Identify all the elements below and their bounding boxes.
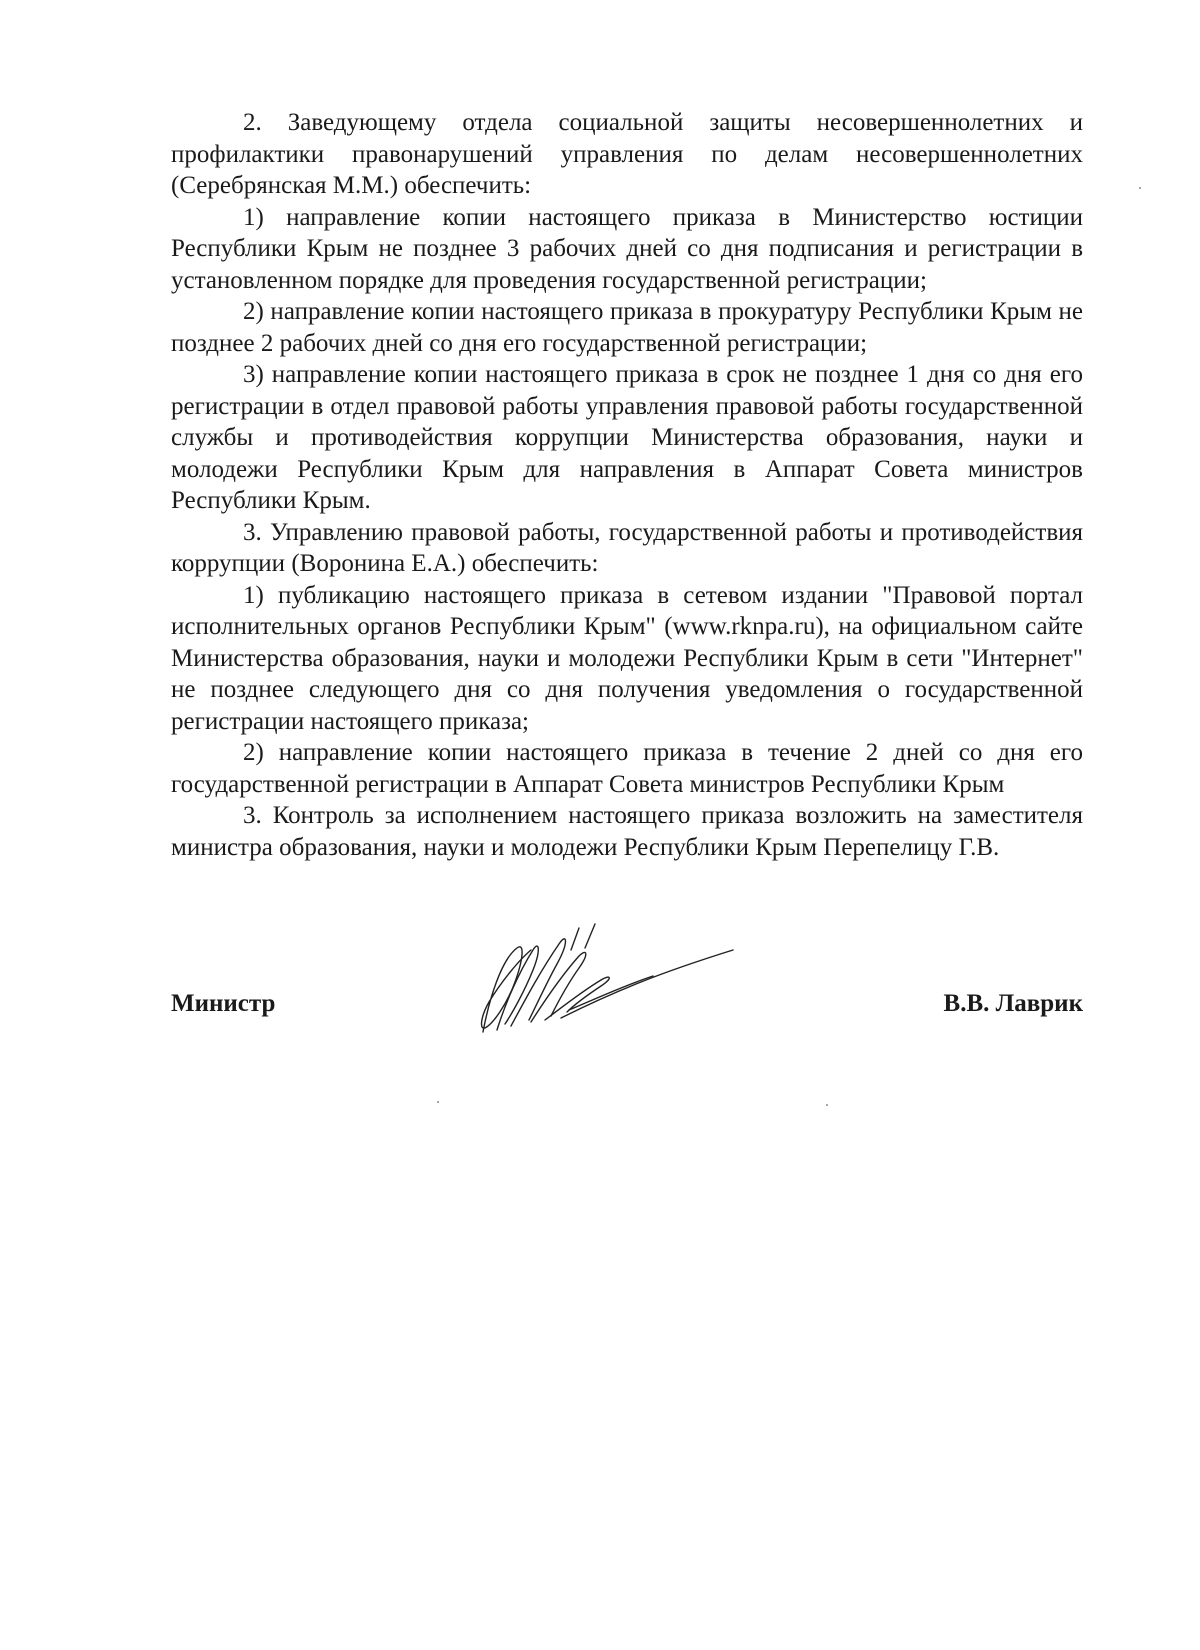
signatory-name: В.В. Лаврик — [943, 990, 1083, 1017]
signatory-title: Министр — [171, 990, 276, 1017]
scan-speck — [1139, 187, 1141, 189]
scan-speck — [437, 1101, 439, 1103]
subitem-3-2: 2) направление копии настоящего приказа в течение 2 дней со дня его государственной регистрации в Аппарат Совета министров Республики Крым — [171, 739, 1083, 798]
subitem-2-2: 2) направление копии настоящего приказа в прокуратуру Республики Крым не позднее 2 рабочих дней со дня его государственной регистрации; — [171, 298, 1083, 357]
paragraph-item-2: 2. Заведующему отдела социальной защиты несовершеннолетних и профилактики правонарушений управления по делам несовершеннолетних (Серебрянская М.М.) обеспечить: — [171, 109, 1083, 199]
subitem-3-1: 1) публикацию настоящего приказа в сетевом издании "Правовой портал исполнительных органов Республики Крым" (www.rknpa.ru), на официальном сайте Министерства образования, науки и молодежи Республики Крым в сети "Интернет" не позднее следующего дня со дня получения уведомления о государственной регистрации настоящего приказа; — [171, 581, 1083, 735]
handwritten-signature — [471, 920, 741, 1040]
paragraph-control: 3. Контроль за исполнением настоящего приказа возложить на заместителя министра образования, науки и молодежи Республики Крым Перепелицу Г.В. — [171, 802, 1083, 861]
scan-speck — [826, 1104, 828, 1106]
signature-block — [171, 920, 1083, 1040]
paragraph-item-3: 3. Управлению правовой работы, государственной работы и противодействия коррупции (Воронина Е.А.) обеспечить: — [171, 518, 1083, 577]
document-body — [171, 107, 1083, 863]
subitem-2-3: 3) направление копии настоящего приказа в срок не позднее 1 дня со дня его регистрации в отдел правовой работы управления правовой работы государственной службы и противодействия коррупции Министерства образования, науки и молодежи Республики Крым для направления в Аппарат Совета министров Республики Крым. — [171, 361, 1083, 514]
subitem-2-1: 1) направление копии настоящего приказа в Министерство юстиции Республики Крым не позднее 3 рабочих дней со дня подписания и регистрации в установленном порядке для проведения государственной регистрации; — [171, 203, 1083, 294]
